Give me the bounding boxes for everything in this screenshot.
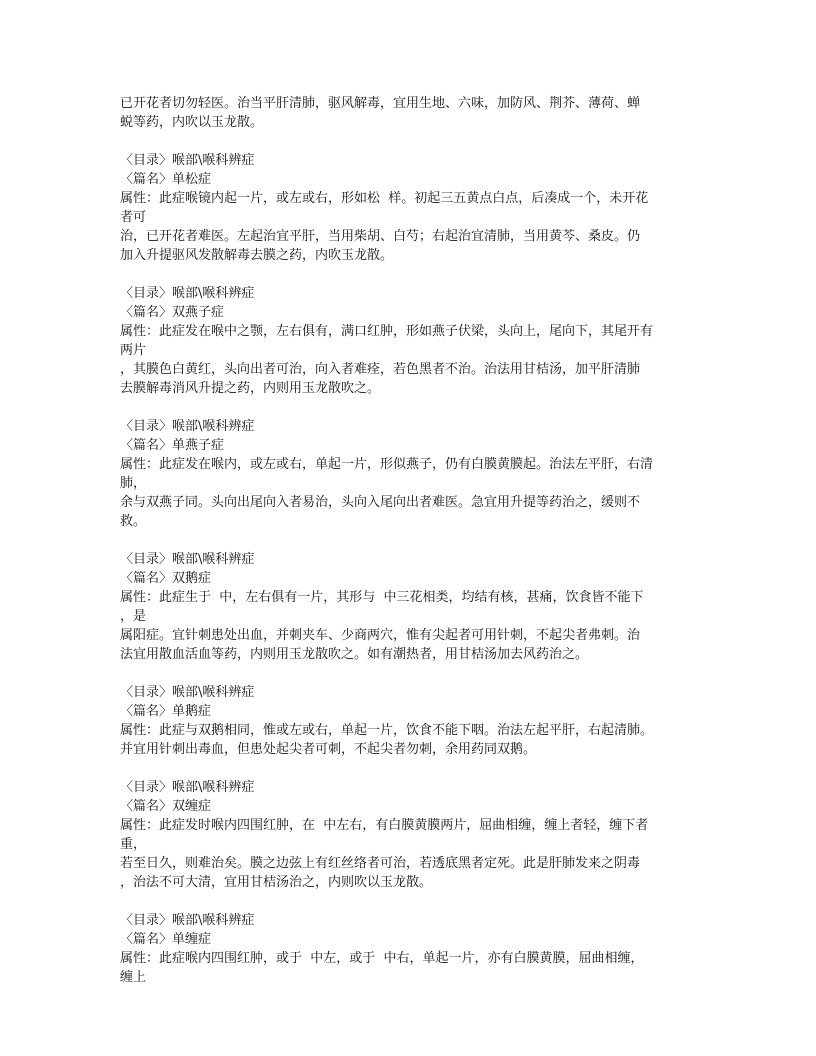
entry-shuang-yanzi bbox=[120, 284, 700, 398]
title-line: 〈篇名〉单松症 bbox=[120, 172, 212, 187]
text-line: 余与双燕子同。头向出尾向入者易治，头向入尾向出者难医。急宜用升提等药治之，缓则不 bbox=[120, 495, 641, 510]
text-line: 两片 bbox=[120, 343, 147, 358]
text-line: 肺， bbox=[120, 476, 147, 491]
text-line: 重， bbox=[120, 837, 147, 852]
catalog-line: 〈目录〉喉部\喉科辨症 bbox=[120, 552, 255, 567]
text-line: ，治法不可大清，宜用甘桔汤治之，内则吹以玉龙散。 bbox=[120, 875, 433, 890]
text-line: 治，已开花者难医。左起治宜平肝，当用柴胡、白芍；右起治宜清肺，当用黄芩、桑皮。仍 bbox=[120, 229, 641, 244]
text-line: 加入升提驱风发散解毒去膜之药，内吹玉龙散。 bbox=[120, 248, 394, 263]
text-line: 属性：此症生于 中，左右俱有一片，其形与 中三花相类，均结有核，甚痛，饮食皆不能下 bbox=[120, 590, 644, 605]
text-line: 法宜用散血活血等药，内则用玉龙散吹之。如有潮热者，用甘桔汤加去风药治之。 bbox=[120, 647, 589, 662]
document-page bbox=[120, 94, 700, 987]
catalog-line: 〈目录〉喉部\喉科辨症 bbox=[120, 685, 255, 700]
text-line: 救。 bbox=[120, 514, 147, 529]
entry-shuang-chan bbox=[120, 778, 700, 892]
text-line: 属性：此症喉镜内起一片，或左或右，形如松 样。初起三五黄点白点，后凑成一个，未开花 bbox=[120, 191, 649, 206]
title-line: 〈篇名〉单燕子症 bbox=[120, 438, 225, 453]
catalog-line: 〈目录〉喉部\喉科辨症 bbox=[120, 153, 255, 168]
intro-paragraph bbox=[120, 94, 700, 132]
text-line: 者可 bbox=[120, 210, 147, 225]
text-line: 去膜解毒消风升提之药，内则用玉龙散吹之。 bbox=[120, 381, 381, 396]
entry-dan-song bbox=[120, 151, 700, 265]
entry-dan-e bbox=[120, 683, 700, 759]
title-line: 〈篇名〉双燕子症 bbox=[120, 305, 225, 320]
text-line: 已开花者切勿轻医。治当平肝清肺，驱风解毒，宜用生地、六味，加防风、荆芥、薄荷、蝉 bbox=[120, 96, 641, 111]
text-line: 属性：此症与双鹅相同，惟或左或右，单起一片，饮食不能下咽。治法左起平肝，右起清肺。 bbox=[120, 723, 654, 738]
title-line: 〈篇名〉双缠症 bbox=[120, 799, 212, 814]
text-line: 属阳症。宜针刺患处出血，并刺夹车、少商两穴，惟有尖起者可用针刺，不起尖者弗刺。治 bbox=[120, 628, 641, 643]
text-line: 属性：此症发在喉内，或左或右，单起一片，形似燕子，仍有白膜黄膜起。治法左平肝，右清 bbox=[120, 457, 654, 472]
entry-shuang-e bbox=[120, 550, 700, 664]
text-line: 属性：此症发时喉内四围红肿，在 中左右，有白膜黄膜两片，屈曲相缠，缠上者轻，缠下者 bbox=[120, 818, 649, 833]
text-line: 缠上 bbox=[120, 970, 147, 985]
text-line: ，其膜色白黄红，头向出者可治，向入者难痊，若色黑者不治。治法用甘桔汤，加平肝清肺 bbox=[120, 362, 641, 377]
entry-dan-yanzi bbox=[120, 417, 700, 531]
catalog-line: 〈目录〉喉部\喉科辨症 bbox=[120, 780, 255, 795]
title-line: 〈篇名〉单缠症 bbox=[120, 932, 212, 947]
catalog-line: 〈目录〉喉部\喉科辨症 bbox=[120, 419, 255, 434]
text-line: 属性：此症喉内四围红肿，或于 中左，或于 中右，单起一片，亦有白膜黄膜，屈曲相缠， bbox=[120, 951, 644, 966]
text-line: 并宜用针刺出毒血，但患处起尖者可刺，不起尖者勿刺，余用药同双鹅。 bbox=[120, 742, 537, 757]
text-line: 属性：此症发在喉中之颚，左右俱有，满口红肿，形如燕子伏梁，头向上，尾向下，其尾开有 bbox=[120, 324, 654, 339]
title-line: 〈篇名〉单鹅症 bbox=[120, 704, 212, 719]
title-line: 〈篇名〉双鹅症 bbox=[120, 571, 212, 586]
text-line: 若至日久，则难治矣。膜之边弦上有红丝络者可治，若透底黑者定死。此是肝肺发来之阴毒 bbox=[120, 856, 641, 871]
catalog-line: 〈目录〉喉部\喉科辨症 bbox=[120, 286, 255, 301]
catalog-line: 〈目录〉喉部\喉科辨症 bbox=[120, 913, 255, 928]
text-line: ，是 bbox=[120, 609, 147, 624]
text-line: 蜕等药，内吹以玉龙散。 bbox=[120, 115, 264, 130]
entry-dan-chan bbox=[120, 911, 700, 987]
